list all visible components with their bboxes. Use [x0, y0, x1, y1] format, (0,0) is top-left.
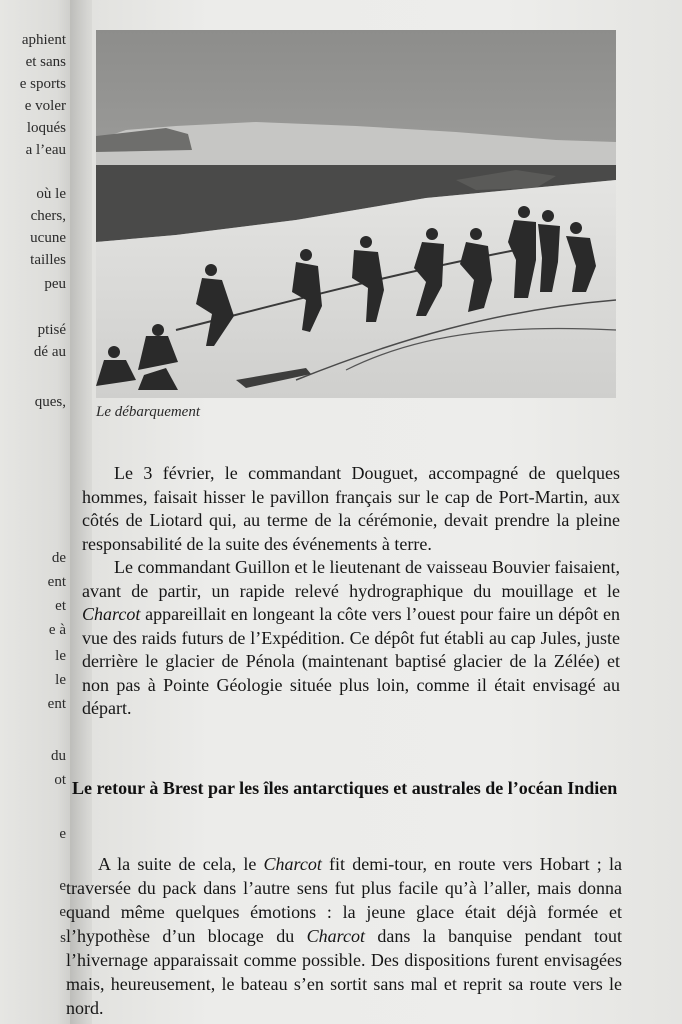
- text-segment: dans la banquise pendant tout l’hivernage apparaissait comme possible. Des dispositions furent envisagées mais, heureusement, le bateau s’en sortit sans mal et reprit sa route vers le nord.: [66, 926, 622, 1018]
- left-page-text-fragment: ucune: [30, 230, 66, 246]
- left-page-text-fragment: dé au: [33, 344, 66, 360]
- left-page-text-fragment: ques,: [34, 394, 66, 410]
- left-page-text-fragment: tailles: [30, 252, 66, 268]
- left-page-text-fragment: du: [51, 748, 66, 764]
- left-page-text-fragment: le: [55, 672, 66, 688]
- body-paragraph-return: [66, 852, 622, 1020]
- left-page-text-fragment: ot: [54, 772, 66, 788]
- left-page-text-fragment: ent: [47, 696, 66, 712]
- left-page-text-fragment: et: [55, 598, 66, 614]
- left-page-text-fragment: et sans: [25, 54, 66, 70]
- ship-name: Charcot: [306, 926, 365, 946]
- left-page-text-fragment: e: [59, 904, 66, 920]
- left-page-text-fragment: e: [59, 826, 66, 842]
- section-heading: Le retour à Brest par les îles antarctiques et australes de l’océan Indien: [72, 778, 618, 798]
- text-segment: fit demi-tour, en route vers Hobart ; la traversée du pack dans l’autre sens fut plus facile qu’à l’aller, mais donna quand même quelques émotions : la jeune glace était déjà formée et l’hypothèse d’un blocage du: [66, 854, 622, 946]
- left-page-text-fragment: aphient: [21, 32, 66, 48]
- ship-name: Charcot: [82, 604, 141, 624]
- left-page-text-fragment: a l’eau: [25, 142, 66, 158]
- paragraph-flag-raising: Le 3 février, le commandant Douguet, accompagné de quelques hommes, faisait hisser le pavillon français sur le cap de Port-Martin, aux côtés de Liotard qui, au terme de la cérémonie, devait prendre la pleine responsabilité de la suite des événements à terre.: [82, 463, 620, 554]
- left-page-text-fragment: e: [59, 878, 66, 894]
- left-page-text-fragment: le: [55, 648, 66, 664]
- text-segment: appareillait en longeant la côte vers l’ouest pour faire un dépôt en vue des raids futurs de l’Expédition. Ce dépôt fut établi au cap Jules, juste derrière le glacier de Pénola (maintenant baptisé glacier de la Zélée) et non pas à Pointe Géologie située plus loin, comme il était envisagé au départ.: [82, 604, 620, 718]
- text-segment: A la suite de cela, le: [98, 854, 264, 874]
- left-page-text-fragment: e sports: [19, 76, 66, 92]
- left-page-text-fragment: chers,: [30, 208, 66, 224]
- text-segment: Le commandant Guillon et le lieutenant de vaisseau Bouvier faisaient, avant de partir, un rapide relevé hydrographique du mouillage et le: [82, 557, 620, 601]
- photo-landing-illustration: [96, 30, 616, 398]
- expedition-photo: [96, 30, 616, 398]
- left-page-text-fragment: loqués: [26, 120, 66, 136]
- ship-name: Charcot: [263, 854, 322, 874]
- paragraph-hydrographic-survey: [82, 556, 620, 721]
- left-page-text-fragment: de: [51, 550, 66, 566]
- photo-caption: Le débarquement: [96, 404, 201, 420]
- left-page-text-fragment: e à: [48, 622, 66, 638]
- paragraph-return-voyage: [66, 852, 622, 1020]
- left-page-text-fragment: ent: [47, 574, 66, 590]
- left-page-text-fragment: e voler: [24, 98, 66, 114]
- left-page-text-fragment: peu: [44, 276, 66, 292]
- left-page-text-fragment: s: [60, 930, 66, 946]
- left-page-text-fragment: où le: [36, 186, 66, 202]
- left-facing-page: [0, 0, 76, 1024]
- body-paragraphs: [82, 462, 620, 721]
- left-page-text-fragment: ptisé: [37, 322, 66, 338]
